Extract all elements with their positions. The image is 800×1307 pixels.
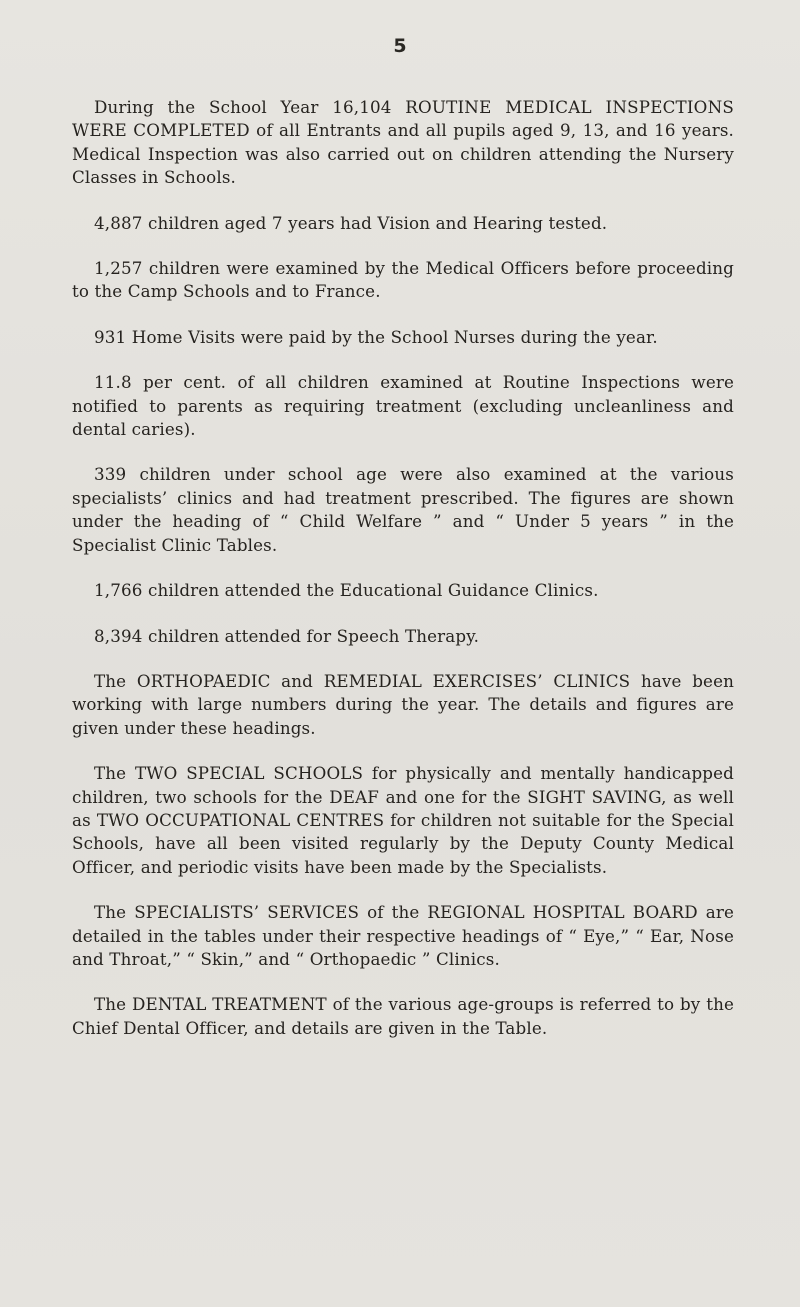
page-number: 5	[393, 35, 407, 57]
paragraph-camp-schools: 1,257 children were examined by the Medical Officers before proceeding to the Camp Schools and to France.	[72, 258, 734, 302]
paragraph-special-schools: The TWO SPECIAL SCHOOLS for physically and mentally handicapped children, two schools for the DEAF and one for the SIGHT SAVING, as well as TWO OCCUPATIONAL CENTRES for children not suitable for the Special Schools, have all been visited regularly by the Deputy County Medical Officer, and periodic visits have been made by the Specialists.	[72, 763, 734, 877]
paragraph-treatment-notifications: 11.8 per cent. of all children examined at Routine Inspections were notified to parents as requiring treatment (excluding uncleanliness and dental caries).	[72, 372, 734, 440]
paragraph-speech-therapy: 8,394 children attended for Speech Therapy.	[94, 625, 480, 646]
paragraph-under-school-age: 339 children under school age were also examined at the various specialists’ clinics and had treatment prescribed. The figures are shown under the heading of “ Child Welfare ” and “ Under 5 years ” in the Specialist Clinic Tables.	[72, 464, 734, 555]
paragraph-emphasis: ROUTINE MEDICAL INSPECTIONS WERE COMPLETED	[72, 97, 734, 141]
paragraph-dental-treatment: The DENTAL TREATMENT of the various age-groups is referred to by the Chief Dental Officer, and details are given in the Table.	[72, 994, 734, 1038]
paragraph-specialists-services: The SPECIALISTS’ SERVICES of the REGIONAL HOSPITAL BOARD are detailed in the tables under their respective headings of “ Eye,” “ Ear, Nose and Throat,” “ Skin,” and “ Orthopaedic ” Clinics.	[72, 902, 734, 969]
paragraph-routine-inspections	[72, 96, 734, 190]
report-body	[72, 96, 734, 1062]
paragraph-tail: of all Entrants and all pupils aged 9, 13, and 16 years. Medical Inspection was also carried out on children attending the Nursery Classes in Schools.	[72, 120, 734, 188]
paragraph-vision-hearing: 4,887 children aged 7 years had Vision and Hearing tested.	[94, 212, 608, 233]
paragraph-orthopaedic-clinics: The ORTHOPAEDIC and REMEDIAL EXERCISES’ CLINICS have been working with large numbers during the year. The details and figures are given under these headings.	[72, 670, 734, 738]
paragraph-guidance-clinics: 1,766 children attended the Educational Guidance Clinics.	[94, 580, 599, 601]
paragraph-lead: During the School Year 16,104	[94, 97, 406, 117]
paragraph-home-visits: 931 Home Visits were paid by the School Nurses during the year.	[94, 326, 658, 347]
